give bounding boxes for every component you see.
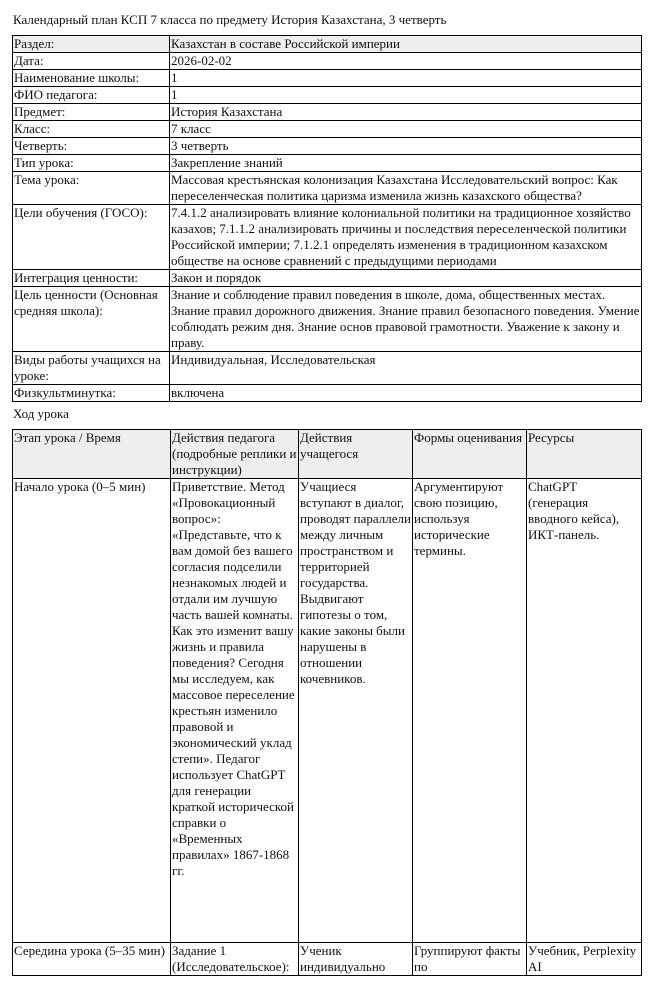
info-row-work-types (13, 352, 642, 385)
table-header-row (13, 430, 642, 479)
info-label: Класс: (13, 121, 170, 138)
info-row-teacher (13, 87, 642, 104)
info-row-objectives (13, 205, 642, 270)
lesson-info-table (12, 35, 642, 402)
info-value: 2026-02-02 (170, 53, 642, 70)
stage-cell: Начало урока (0–5 мин) (13, 479, 171, 943)
info-value: Закон и порядок (170, 270, 642, 287)
info-label: Дата: (13, 53, 170, 70)
info-value: 7.4.1.2 анализировать влияние колониальной политики на традиционное хозяйство казахов; 7.1.1.2 анализировать причины и последствия переселенческой политики Российской империи; 7.1.2.1 определять изменения в традиционном казахском обществе на основе сравнений с предыдущими периодами (170, 205, 642, 270)
info-label: Четверть: (13, 138, 170, 155)
resources-cell: Учебник, Perplexity AI (527, 943, 642, 976)
student-actions-cell: Учащиеся вступают в диалог, проводят параллели между личным пространством и территорией государства. Выдвигают гипотезы о том, какие законы были нарушены в отношении кочевников. (299, 479, 413, 943)
info-value: включена (170, 385, 642, 402)
info-label: Предмет: (13, 104, 170, 121)
info-label: Интеграция ценности: (13, 270, 170, 287)
info-value: Знание и соблюдение правил поведения в школе, дома, общественных местах. Знание правил дорожного движения. Знание правил безопасного поведения. Умение соблюдать режим дня. Знание основ правовой грамотности. Уважение к закону и праву. (170, 287, 642, 352)
teacher-actions-cell: Приветствие. Метод «Провокационный вопрос»: «Представьте, что к вам домой без вашего согласия подселили незнакомых людей и отдали им лучшую часть вашей комнаты. Как это изменит вашу жизнь и правила поведения? Сегодня мы исследуем, как массовое переселение крестьян изменило правовой и экономический уклад степи». Педагог использует ChatGPT для генерации краткой исторической справки о «Временных правилах» 1867-1868 гг. (171, 479, 299, 943)
info-row-section (13, 36, 642, 53)
lesson-flow-table (12, 429, 642, 976)
assessment-cell: Аргументируют свою позицию, используя исторические термины. (413, 479, 527, 943)
teacher-actions-cell: Задание 1 (Исследовательское): (171, 943, 299, 976)
info-label: Цели обучения (ГОСО): (13, 205, 170, 270)
column-header-teacher-actions: Действия педагога (подробные реплики и инструкции) (172, 430, 297, 477)
column-header-stage: Этап урока / Время (13, 430, 171, 479)
info-value: Массовая крестьянская колонизация Казахстана Исследовательский вопрос: Как переселенческая политика царизма изменила жизнь казахского общества? (170, 172, 642, 205)
resources-cell: ChatGPT (генерация вводного кейса), ИКТ-панель. (527, 479, 642, 943)
info-row-lesson-type (13, 155, 642, 172)
info-value: 1 (170, 87, 642, 104)
info-row-value-integration (13, 270, 642, 287)
info-label: Наименование школы: (13, 70, 170, 87)
lesson-flow-heading: Ход урока (13, 406, 69, 421)
info-value: Закрепление знаний (170, 155, 642, 172)
info-row-quarter (13, 138, 642, 155)
column-header-resources: Ресурсы (527, 430, 642, 479)
column-header-student-actions: Действия учащегося (299, 430, 413, 479)
column-header-assessment: Формы оценивания (413, 430, 527, 479)
info-label: Виды работы учащихся на уроке: (13, 352, 170, 385)
info-value: 7 класс (170, 121, 642, 138)
info-row-school (13, 70, 642, 87)
info-value: Индивидуальная, Исследовательская (170, 352, 642, 385)
info-value: 1 (170, 70, 642, 87)
info-row-value-goal (13, 287, 642, 352)
info-label: Раздел: (13, 36, 170, 53)
info-value: Казахстан в составе Российской империи (170, 36, 642, 53)
info-row-topic (13, 172, 642, 205)
assessment-cell: Группируют факты по (413, 943, 527, 976)
student-actions-cell: Ученик индивидуально (299, 943, 413, 976)
info-value: 3 четверть (170, 138, 642, 155)
page-title: Календарный план КСП 7 класса по предмету История Казахстана, 3 четверть (13, 12, 447, 27)
table-row (13, 479, 642, 943)
info-row-date (13, 53, 642, 70)
info-label: Физкультминутка: (13, 385, 170, 402)
info-label: ФИО педагога: (13, 87, 170, 104)
info-row-grade (13, 121, 642, 138)
stage-cell: Середина урока (5–35 мин) (13, 943, 171, 976)
info-label: Тип урока: (13, 155, 170, 172)
table-row (13, 943, 642, 976)
info-row-exercise-break (13, 385, 642, 402)
info-label: Тема урока: (13, 172, 170, 205)
info-value: История Казахстана (170, 104, 642, 121)
info-row-subject (13, 104, 642, 121)
info-label: Цель ценности (Основная средняя школа): (13, 287, 170, 352)
